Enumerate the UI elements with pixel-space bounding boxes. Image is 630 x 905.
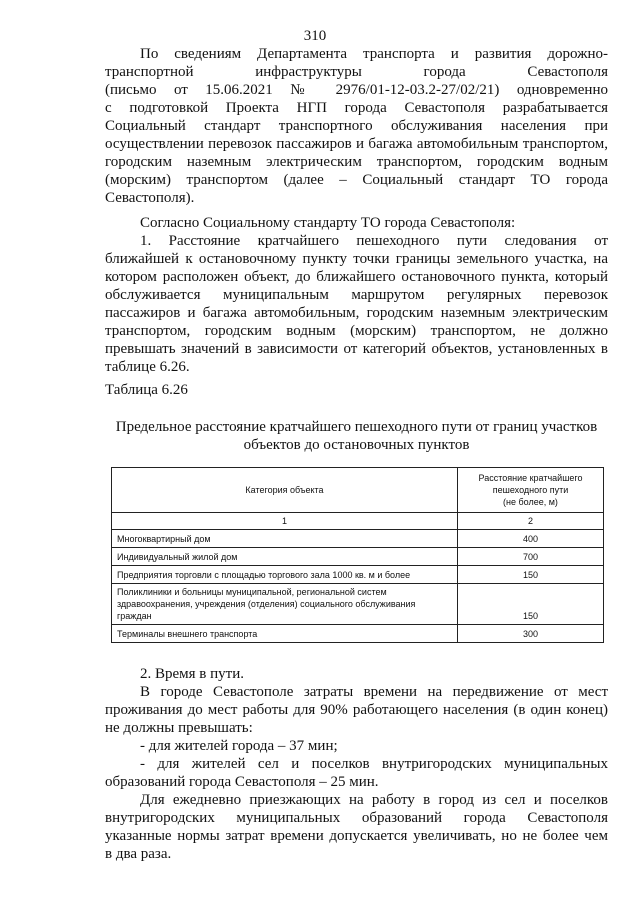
distance-cell: 300 — [458, 625, 604, 643]
category-cell: Терминалы внешнего транспорта — [112, 625, 458, 643]
header-line: пешеходного пути — [492, 485, 569, 495]
text-line: В городе Севастополе затраты времени на передвижение от мест — [140, 684, 608, 700]
text-line: котором расположен объект, до ближайшего остановочного пункта, который — [105, 269, 608, 285]
paragraph-standard-intro: Согласно Социальному стандарту ТО города Севастополя: — [140, 215, 516, 231]
paragraph-travel-time-limits — [105, 683, 608, 737]
text-line: указанные нормы затрат времени допускается увеличивать, но не более чем — [105, 828, 608, 844]
text-line: с подготовкой Проекта НГП города Севастополя разрабатывается — [105, 100, 608, 116]
index-cell: 2 — [458, 513, 604, 530]
text-line: в два раза. — [105, 846, 172, 862]
travel-time-section — [105, 665, 608, 863]
text-line: транспортом, городским водным (морским) транспортом, не должно — [105, 323, 608, 339]
caption-line: Предельное расстояние кратчайшего пешеходного пути от границ участков — [115, 419, 598, 435]
text-line: 1. Расстояние кратчайшего пешеходного пути следования от — [140, 233, 608, 249]
table-row — [112, 625, 604, 643]
text-line: Социальный стандарт транспортного обслуживания населения при — [105, 118, 608, 134]
paragraph-travel-time-heading: 2. Время в пути. — [140, 666, 244, 682]
text-line: превышать значений в зависимости от категорий объектов, установленных в — [105, 341, 608, 357]
category-cell: Многоквартирный дом — [112, 530, 458, 548]
text-line: Для ежедневно приезжающих на работу в город из сел и поселков — [140, 792, 608, 808]
table-header-row — [112, 468, 604, 513]
text-line: (письмо от 15.06.2021 № 2976/01-12-03.2-27/02/21) одновременно — [105, 82, 608, 98]
text-line: Севастополя). — [105, 190, 195, 206]
index-cell: 1 — [112, 513, 458, 530]
text-line: таблице 6.26. — [105, 359, 190, 375]
table-label: Таблица 6.26 — [105, 382, 188, 398]
text-line: ближайшей к остановочному пункту точки границы земельного участка, на — [105, 251, 608, 267]
header-category: Категория объекта — [112, 468, 458, 513]
distance-cell: 700 — [458, 548, 604, 566]
table-caption — [105, 418, 608, 454]
table-row — [112, 566, 604, 584]
category-line: здравоохранения, учреждения (отделения) социального обслуживания — [117, 599, 416, 609]
text-line: По сведениям Департамента транспорта и развития дорожно- — [140, 46, 608, 62]
paragraph-village-residents — [105, 755, 608, 791]
paragraph-department-info — [105, 45, 608, 207]
header-line: Расстояние кратчайшего — [478, 473, 583, 483]
text-line: внутригородских муниципальных образований города Севастополя — [105, 810, 608, 826]
text-line: городским наземным электрическим транспортом, городским водным — [105, 154, 608, 170]
table-row — [112, 530, 604, 548]
paragraph-commuters — [105, 791, 608, 863]
text-line: обслуживается муниципальным маршрутом регулярных перевозок — [105, 287, 608, 303]
table-row — [112, 584, 604, 625]
distance-cell: 400 — [458, 530, 604, 548]
table-index-row — [112, 513, 604, 530]
text-line: пассажиров и багажа автомобильным, городским наземным электрическим — [105, 305, 608, 321]
category-line: граждан — [117, 611, 152, 621]
text-line: транспортной инфраструктуры города Севастополя — [105, 64, 608, 80]
text-line: - для жителей сел и поселков внутригородских муниципальных — [140, 756, 608, 772]
caption-line: объектов до остановочных пунктов — [243, 437, 470, 453]
text-line: проживания до мест работы для 90% работающего населения (в один конец) — [105, 702, 608, 718]
standard-section — [105, 214, 608, 376]
distance-cell: 150 — [458, 566, 604, 584]
distance-table — [111, 467, 604, 643]
intro-section — [105, 45, 608, 207]
header-line: (не более, м) — [503, 497, 558, 507]
category-cell — [112, 584, 458, 625]
table-row — [112, 548, 604, 566]
category-line: Поликлиники и больницы муниципальной, региональной систем — [117, 587, 387, 597]
paragraph-city-residents: - для жителей города – 37 мин; — [140, 738, 338, 754]
paragraph-walking-distance — [105, 232, 608, 376]
text-line: не должны превышать: — [105, 720, 253, 736]
header-distance — [458, 468, 604, 513]
distance-cell: 150 — [458, 584, 604, 625]
page-number: 310 — [303, 28, 327, 44]
text-line: образований города Севастополя – 25 мин. — [105, 774, 379, 790]
category-cell: Индивидуальный жилой дом — [112, 548, 458, 566]
text-line: (морским) транспортом (далее – Социальный стандарт ТО города — [105, 172, 608, 188]
text-line: осуществлении перевозок пассажиров и багажа автомобильным транспортом, — [105, 136, 608, 152]
category-cell: Предприятия торговли с площадью торгового зала 1000 кв. м и более — [112, 566, 458, 584]
